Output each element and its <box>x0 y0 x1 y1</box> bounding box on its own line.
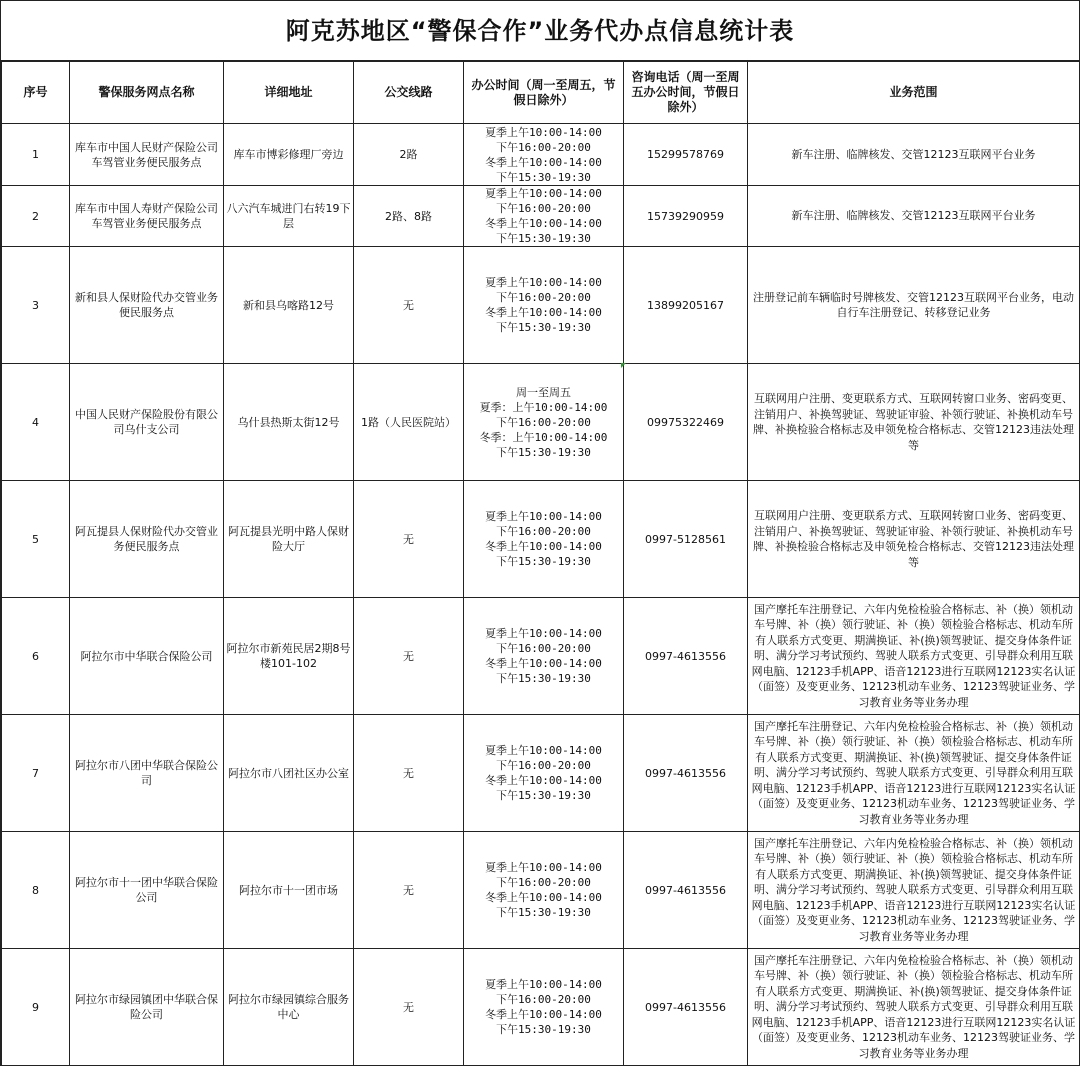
hours-line: 冬季上午10:00-14:00 <box>485 306 602 319</box>
cell-address: 新和县乌喀路12号 <box>224 247 354 364</box>
hours-line: 冬季上午10:00-14:00 <box>485 657 602 670</box>
hours-line: 夏季上午10:00-14:00 <box>485 978 602 991</box>
cell-no: 4 <box>2 364 70 481</box>
cell-scope: 互联网用户注册、变更联系方式、互联网转窗口业务、密码变更、注销用户、补换驾驶证、驾驶证审验、补领行驶证、补换机动车号牌、补换检验合格标志及申领免检合格标志、交管12123违法处理等 <box>748 364 1080 481</box>
table-row <box>2 481 1080 598</box>
cell-phone: 0997-4613556 <box>624 949 748 1066</box>
cell-hours <box>464 481 624 598</box>
cell-scope: 国产摩托车注册登记、六年内免检检验合格标志、补（换）领机动车号牌、补（换）领行驶证、补（换）领检验合格标志、机动车所有人联系方式变更、期满换证、补(换)领驾驶证、提交身体条件证明、满分学习考试预约、驾驶人联系方式变更、引导群众利用互联网电脑、12123手机APP、语音12123进行互联网12123实名认证（面签）及变更业务、12123机动车业务、12123驾驶证业务、学习教育业务等业务办理 <box>748 949 1080 1066</box>
cell-bus: 1路（人民医院站） <box>354 364 464 481</box>
cell-address: 阿瓦提县光明中路人保财险大厅 <box>224 481 354 598</box>
table-header-row <box>2 62 1080 124</box>
cell-scope: 国产摩托车注册登记、六年内免检检验合格标志、补（换）领机动车号牌、补（换）领行驶证、补（换）领检验合格标志、机动车所有人联系方式变更、期满换证、补(换)领驾驶证、提交身体条件证明、满分学习考试预约、驾驶人联系方式变更、引导群众利用互联网电脑、12123手机APP、语音12123进行互联网12123实名认证（面签）及变更业务、12123机动车业务、12123驾驶证业务、学习教育业务等业务办理 <box>748 715 1080 832</box>
cell-hours <box>464 364 624 481</box>
hours-line: 下午15:30-19:30 <box>496 906 591 919</box>
cell-scope: 国产摩托车注册登记、六年内免检检验合格标志、补（换）领机动车号牌、补（换）领行驶证、补（换）领检验合格标志、机动车所有人联系方式变更、期满换证、补(换)领驾驶证、提交身体条件证明、满分学习考试预约、驾驶人联系方式变更、引导群众利用互联网电脑、12123手机APP、语音12123进行互联网12123实名认证（面签）及变更业务、12123机动车业务、12123驾驶证业务、学习教育业务等业务办理 <box>748 598 1080 715</box>
hours-line: 夏季上午10:00-14:00 <box>485 276 602 289</box>
cell-scope: 国产摩托车注册登记、六年内免检检验合格标志、补（换）领机动车号牌、补（换）领行驶证、补（换）领检验合格标志、机动车所有人联系方式变更、期满换证、补(换)领驾驶证、提交身体条件证明、满分学习考试预约、驾驶人联系方式变更、引导群众利用互联网电脑、12123手机APP、语音12123进行互联网12123实名认证（面签）及变更业务、12123机动车业务、12123驾驶证业务、学习教育业务等业务办理 <box>748 832 1080 949</box>
hours-line: 冬季上午10:00-14:00 <box>485 774 602 787</box>
cell-scope: 互联网用户注册、变更联系方式、互联网转窗口业务、密码变更、注销用户、补换驾驶证、驾驶证审验、补领行驶证、补换机动车号牌、补换检验合格标志及申领免检合格标志、交管12123违法处理等 <box>748 481 1080 598</box>
cell-scope: 注册登记前车辆临时号牌核发、交管12123互联网平台业务，电动自行车注册登记、转移登记业务 <box>748 247 1080 364</box>
hours-line: 夏季：上午10:00-14:00 <box>479 400 608 414</box>
cell-bus: 无 <box>354 832 464 949</box>
hours-line: 下午16:00-20:00 <box>496 993 591 1006</box>
hours-line: 下午15:30-19:30 <box>496 170 591 184</box>
cell-address: 阿拉尔市新苑民居2期8号楼101-102 <box>224 598 354 715</box>
cell-scope: 新车注册、临牌核发、交管12123互联网平台业务 <box>748 124 1080 186</box>
hours-line: 下午16:00-20:00 <box>496 759 591 772</box>
hours-line: 夏季上午10:00-14:00 <box>485 187 602 200</box>
cell-no: 5 <box>2 481 70 598</box>
cell-name: 库车市中国人民财产保险公司车驾管业务便民服务点 <box>70 124 224 186</box>
table-row <box>2 364 1080 481</box>
hours-line: 冬季上午10:00-14:00 <box>485 217 602 230</box>
cell-name: 阿瓦提县人保财险代办交管业务便民服务点 <box>70 481 224 598</box>
cell-hours <box>464 832 624 949</box>
hours-line: 夏季上午10:00-14:00 <box>485 125 602 139</box>
cell-bus: 无 <box>354 481 464 598</box>
hours-line: 下午16:00-20:00 <box>496 291 591 304</box>
cell-no: 9 <box>2 949 70 1066</box>
header-hours: 办公时间（周一至周五，节假日除外） <box>464 62 624 124</box>
cell-address: 八六汽车城进门右转19下层 <box>224 186 354 247</box>
cell-phone: 0997-4613556 <box>624 715 748 832</box>
cell-phone: 15299578769 <box>624 124 748 186</box>
cell-address: 乌什县热斯太街12号 <box>224 364 354 481</box>
table-row <box>2 124 1080 186</box>
cell-bus: 无 <box>354 598 464 715</box>
hours-line: 夏季上午10:00-14:00 <box>485 744 602 757</box>
hours-line: 下午15:30-19:30 <box>496 445 591 459</box>
table-row <box>2 715 1080 832</box>
cell-address: 库车市博彩修理厂旁边 <box>224 124 354 186</box>
cell-no: 2 <box>2 186 70 247</box>
hours-line: 冬季上午10:00-14:00 <box>485 540 602 553</box>
hours-line: 下午16:00-20:00 <box>496 525 591 538</box>
cell-no: 1 <box>2 124 70 186</box>
cell-phone: 0997-4613556 <box>624 598 748 715</box>
hours-line: 冬季上午10:00-14:00 <box>485 1008 602 1021</box>
cell-address: 阿拉尔市绿园镇综合服务中心 <box>224 949 354 1066</box>
cell-no: 6 <box>2 598 70 715</box>
cell-name: 中国人民财产保险股份有限公司乌什支公司 <box>70 364 224 481</box>
cell-no: 7 <box>2 715 70 832</box>
cell-name: 阿拉尔市中华联合保险公司 <box>70 598 224 715</box>
cell-name: 阿拉尔市八团中华联合保险公司 <box>70 715 224 832</box>
hours-line: 冬季上午10:00-14:00 <box>485 155 602 169</box>
table-row <box>2 949 1080 1066</box>
header-scope: 业务范围 <box>748 62 1080 124</box>
cell-hours <box>464 186 624 247</box>
cell-hours <box>464 598 624 715</box>
hours-line: 冬季上午10:00-14:00 <box>485 891 602 904</box>
cell-phone: 13899205167 <box>624 247 748 364</box>
header-phone: 咨询电话（周一至周五办公时间，节假日除外） <box>624 62 748 124</box>
cell-scope: 新车注册、临牌核发、交管12123互联网平台业务 <box>748 186 1080 247</box>
hours-line: 下午15:30-19:30 <box>496 321 591 334</box>
hours-line: 下午16:00-20:00 <box>496 415 591 429</box>
cell-name: 阿拉尔市十一团中华联合保险公司 <box>70 832 224 949</box>
cell-phone: 15739290959 <box>624 186 748 247</box>
hours-line: 下午16:00-20:00 <box>496 202 591 215</box>
document-title: 阿克苏地区“警保合作”业务代办点信息统计表 <box>1 1 1079 61</box>
cell-no: 8 <box>2 832 70 949</box>
table-row <box>2 598 1080 715</box>
header-address: 详细地址 <box>224 62 354 124</box>
cell-hours <box>464 949 624 1066</box>
cell-bus: 无 <box>354 949 464 1066</box>
hours-line: 下午15:30-19:30 <box>496 672 591 685</box>
header-name: 警保服务网点名称 <box>70 62 224 124</box>
header-bus: 公交线路 <box>354 62 464 124</box>
hours-line: 夏季上午10:00-14:00 <box>485 861 602 874</box>
cell-hours <box>464 124 624 186</box>
hours-line: 下午15:30-19:30 <box>496 1023 591 1036</box>
table-row <box>2 247 1080 364</box>
hours-line: 下午16:00-20:00 <box>496 642 591 655</box>
cell-name: 新和县人保财险代办交管业务便民服务点 <box>70 247 224 364</box>
hours-line: 夏季上午10:00-14:00 <box>485 510 602 523</box>
hours-line: 下午15:30-19:30 <box>496 789 591 802</box>
hours-line: 下午15:30-19:30 <box>496 555 591 568</box>
cell-bus: 无 <box>354 715 464 832</box>
cell-name: 库车市中国人寿财产保险公司车驾管业务便民服务点 <box>70 186 224 247</box>
cell-bus: 2路、8路 <box>354 186 464 247</box>
cell-name: 阿拉尔市绿园镇团中华联合保险公司 <box>70 949 224 1066</box>
service-points-table <box>1 61 1080 1066</box>
cell-phone: 0997-4613556 <box>624 832 748 949</box>
cell-no: 3 <box>2 247 70 364</box>
hours-line: 下午16:00-20:00 <box>496 140 591 154</box>
hours-line: 下午15:30-19:30 <box>496 232 591 245</box>
cell-address: 阿拉尔市十一团市场 <box>224 832 354 949</box>
cell-address: 阿拉尔市八团社区办公室 <box>224 715 354 832</box>
hours-line: 冬季：上午10:00-14:00 <box>479 430 608 444</box>
cell-phone: 09975322469 <box>624 364 748 481</box>
cell-hours <box>464 715 624 832</box>
table-row <box>2 832 1080 949</box>
hours-line: 夏季上午10:00-14:00 <box>485 627 602 640</box>
cell-comment-marker <box>621 363 626 368</box>
cell-hours <box>464 247 624 364</box>
hours-line: 下午16:00-20:00 <box>496 876 591 889</box>
header-no: 序号 <box>2 62 70 124</box>
hours-line: 周一至周五 <box>516 385 571 399</box>
table-row <box>2 186 1080 247</box>
cell-phone: 0997-5128561 <box>624 481 748 598</box>
cell-bus: 2路 <box>354 124 464 186</box>
cell-bus: 无 <box>354 247 464 364</box>
